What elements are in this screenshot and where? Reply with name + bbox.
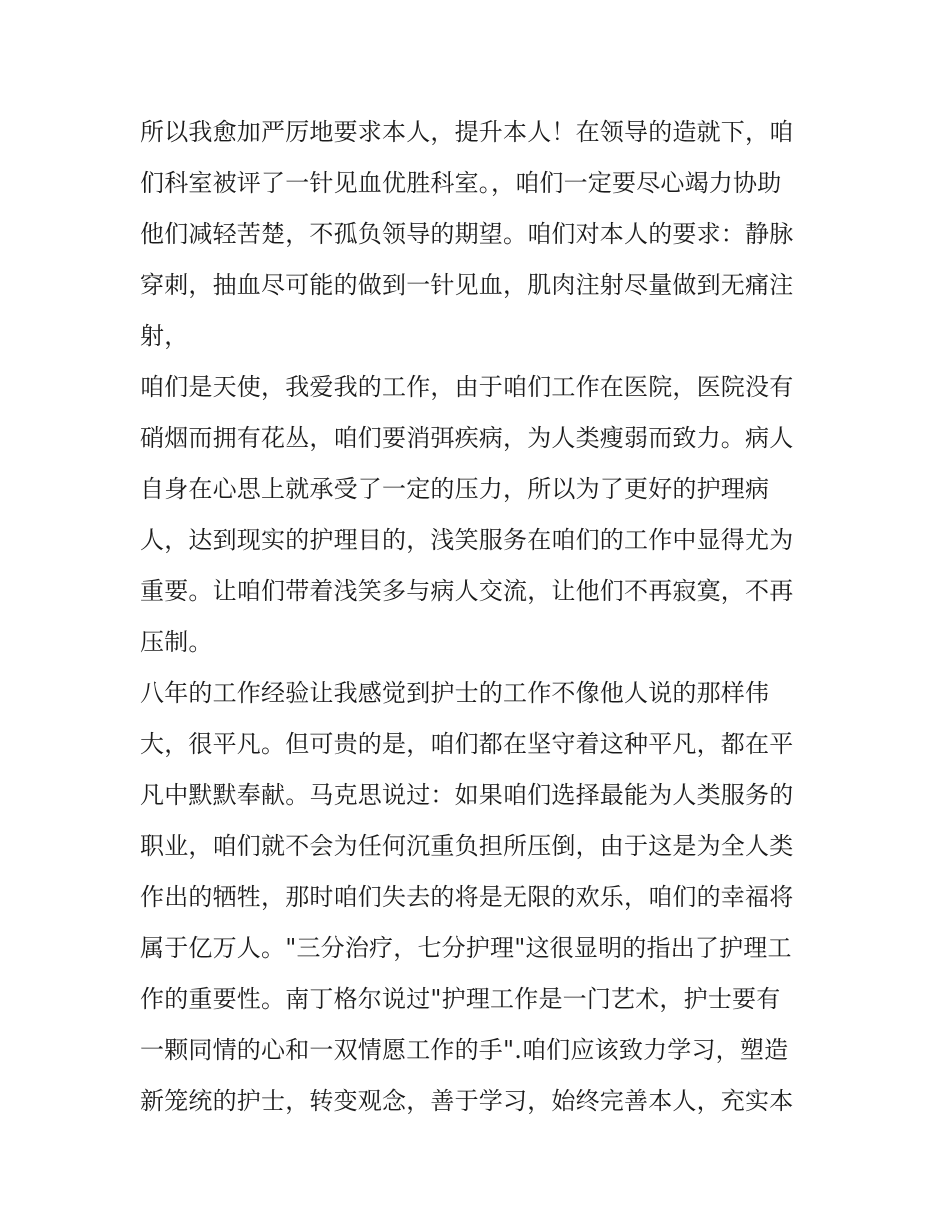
text-line: 压制。 — [140, 628, 213, 656]
text-line: 八年的工作经验让我感觉到护士的工作不像他人说的那样伟 — [140, 679, 770, 707]
text-line: 硝烟而拥有花丛，咱们要消弭疾病，为人类瘦弱而致力。病人 — [140, 424, 794, 452]
text-line: 穿刺，抽血尽可能的做到一针见血，肌肉注射尽量做到无痛注 — [140, 271, 794, 299]
text-line: 咱们是天使，我爱我的工作，由于咱们工作在医院，医院没有 — [140, 373, 794, 401]
text-line: 大，很平凡。但可贵的是，咱们都在坚守着这种平凡，都在平 — [140, 730, 794, 758]
paragraph-3 — [140, 668, 820, 1127]
text-line: 新笼统的护士，转变观念，善于学习，始终完善本人，充实本 — [140, 1087, 794, 1115]
text-line: 们科室被评了一针见血优胜科室。，咱们一定要尽心竭力协助 — [140, 169, 782, 197]
text-line: 作出的牺牲，那时咱们失去的将是无限的欢乐，咱们的幸福将 — [140, 883, 794, 911]
text-line: 一颗同情的心和一双情愿工作的手".咱们应该致力学习，塑造 — [140, 1036, 789, 1064]
paragraph-2 — [140, 362, 820, 668]
body-text — [140, 107, 820, 1127]
text-line: 自身在心思上就承受了一定的压力，所以为了更好的护理病 — [140, 475, 770, 503]
text-line: 人，达到现实的护理目的，浅笑服务在咱们的工作中显得尤为 — [140, 526, 794, 554]
text-line: 作的重要性。南丁格尔说过"护理工作是一门艺术，护士要有 — [140, 985, 781, 1013]
text-line: 凡中默默奉献。马克思说过：如果咱们选择最能为人类服务的 — [140, 781, 794, 809]
text-line: 属于亿万人。"三分治疗，七分护理"这很显明的指出了护理工 — [140, 934, 792, 962]
text-line: 射， — [140, 322, 189, 350]
text-line: 他们减轻苦楚，不孤负领导的期望。咱们对本人的要求：静脉 — [140, 220, 794, 248]
text-line: 所以我愈加严厉地要求本人，提升本人！在领导的造就下，咱 — [140, 118, 794, 146]
text-line: 重要。让咱们带着浅笑多与病人交流，让他们不再寂寞，不再 — [140, 577, 794, 605]
text-line: 职业，咱们就不会为任何沉重负担所压倒，由于这是为全人类 — [140, 832, 794, 860]
paragraph-1 — [140, 107, 820, 362]
